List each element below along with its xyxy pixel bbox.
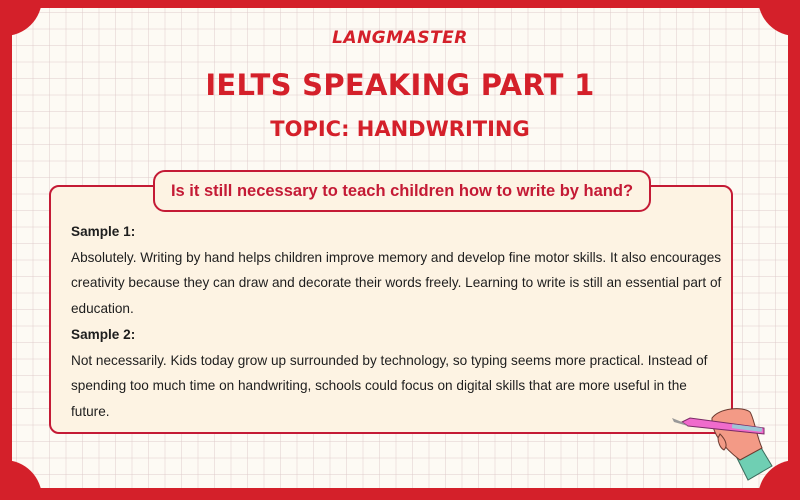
question-banner [153,170,651,212]
corner-decoration-bottom-left [2,460,42,498]
hand-writing-with-pen-icon [668,404,778,484]
sample-1-label: Sample 1: [71,224,136,239]
topic-heading: TOPIC: HANDWRITING [270,117,530,141]
sample-2-label: Sample 2: [71,326,136,342]
question-text: Is it still necessary to teach children how to write by hand? [170,181,634,200]
samples-content [71,219,726,425]
sample-1-text: Absolutely. Writing by hand helps children improve memory and develop fine motor skills. It also encourages creativity because they can draw and decorate their words freely. Learning to write is still an essential part of education. [71,249,722,317]
brand-logo: LANGMASTER [332,28,468,48]
sample-2-text: Not necessarily. Kids today grow up surrounded by technology, so typing seems more practical. Instead of spending too much time on handwriting, schools could focus on digital skills that are more useful in the future. [71,352,708,419]
page-title: IELTS SPEAKING PART 1 [205,68,595,102]
